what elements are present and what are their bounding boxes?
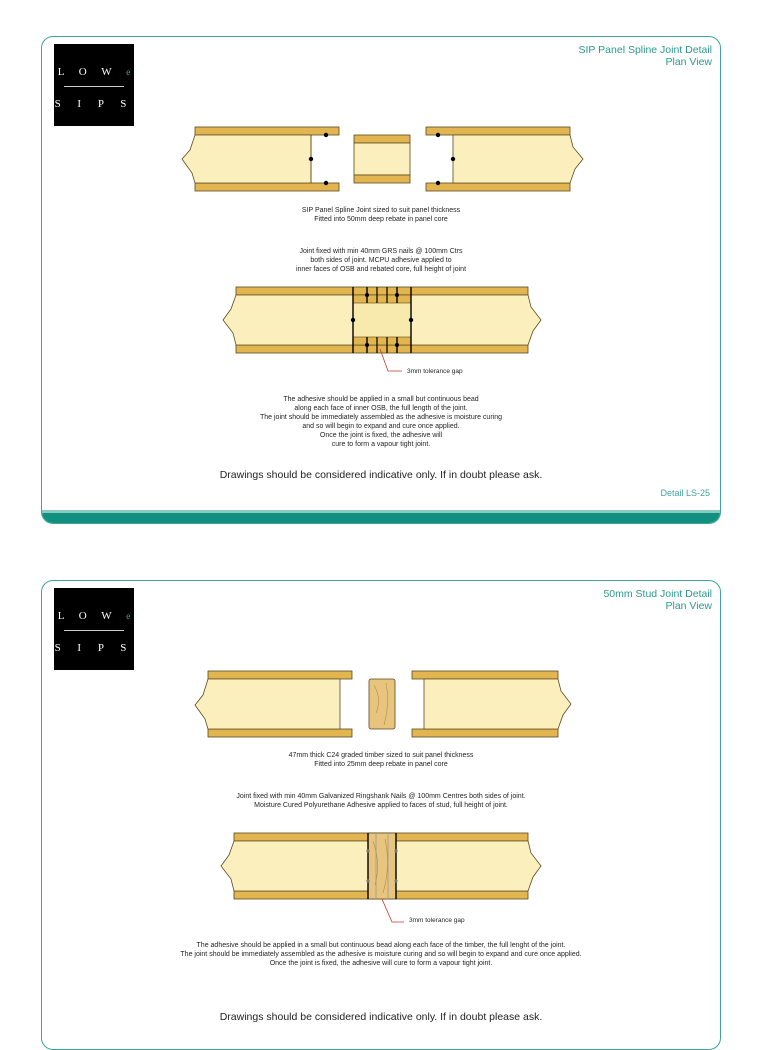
timber-stud <box>369 679 395 729</box>
disclaimer: Drawings should be considered indicative only. If in doubt please ask. <box>219 1011 543 1023</box>
left-panel-exploded <box>195 671 352 737</box>
stud-note-2: Joint fixed with min 40mm Galvanized Ringshank Nails @ 100mm Centres both sides of joint. Moisture Cured Polyurethane Adhesive applied to faces of stud, full height of joint. <box>236 793 526 809</box>
disclaimer: Drawings should be considered indicative only. If in doubt please ask. <box>219 469 543 481</box>
spline-note-3: The adhesive should be applied in a small but continuous bead along each face of inner OSB, the full length of the joint. The joint should be immediately assembled as the adhesive is moisture curing and so will begin to expand and cure once applied. Once the joint is fixed, the adhesive will cure to form a vapour tight joint. <box>259 396 502 448</box>
right-panel-exploded <box>412 671 571 737</box>
detail-sheet-stud <box>41 580 721 1050</box>
detail-title: 50mm Stud Joint Detail Plan View <box>603 588 712 612</box>
tolerance-label: 3mm tolerance gap <box>407 368 463 375</box>
stud-note-1: 47mm thick C24 graded timber sized to suit panel thickness Fitted into 25mm deep rebate in panel core <box>288 752 474 768</box>
detail-reference: Detail LS-25 <box>660 488 710 498</box>
assembled-stud-joint <box>221 833 541 922</box>
spline-note-1: SIP Panel Spline Joint sized to suit panel thickness Fitted into 50mm deep rebate in panel core <box>301 207 461 223</box>
stud-joint-drawings <box>42 581 721 1050</box>
stud-note-3: The adhesive should be applied in a small but continuous bead along each face of the timber, the full lenght of the joint. The joint should be immediately assembled as the adhesive is moisture curing and so will begin to expand and cure once applied. Once the joint is fixed, the adhesive will cure to form a vapour tight joint. <box>180 942 582 967</box>
lowe-sips-logo: L O W e S I P S <box>54 44 134 126</box>
lowe-sips-logo: L O W e S I P S <box>54 588 134 670</box>
spline-piece <box>354 135 410 183</box>
detail-title: SIP Panel Spline Joint Detail Plan View <box>578 44 712 68</box>
tolerance-label: 3mm tolerance gap <box>409 917 465 924</box>
spline-note-2: Joint fixed with min 40mm GRS nails @ 100mm Ctrs both sides of joint. MCPU adhesive applied to inner faces of OSB and rebated core, full height of joint <box>295 248 467 273</box>
spline-joint-drawings <box>42 37 721 524</box>
detail-sheet-spline <box>41 36 721 524</box>
assembled-spline-joint <box>223 287 541 371</box>
left-panel-exploded <box>182 127 339 191</box>
right-panel-exploded <box>426 127 583 191</box>
footer-bar <box>42 513 720 523</box>
